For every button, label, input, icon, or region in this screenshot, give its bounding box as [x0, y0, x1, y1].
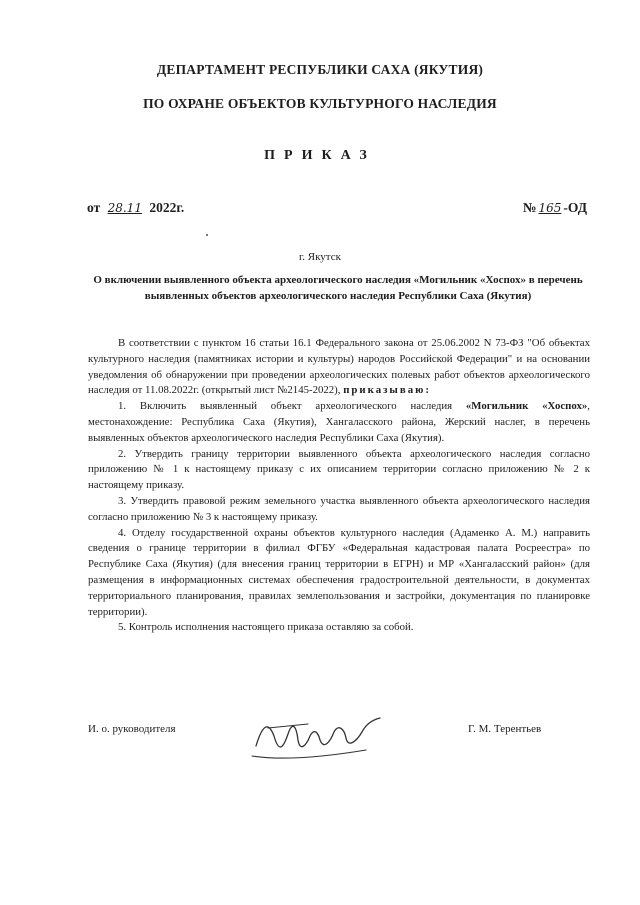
number-prefix: №	[522, 200, 537, 215]
date-number-row	[87, 200, 587, 220]
paragraph-3: 3. Утвердить правовой режим земельного участка выявленного объекта археологического наследия согласно приложению № 3 к настоящему приказу.	[88, 494, 590, 523]
date-prefix: от	[87, 200, 101, 215]
preamble-text: В соответствии с пунктом 16 статьи 16.1 Федерального закона от 25.06.2002 N 73-ФЗ "Об объектах культурного наследия (памятниках истории и культуры) народов Российской Федерации" и на основании уведомления об обнаружении при проведении археологических полевых работ объектов археологического наследия от 11.08.2022г. (открытый лист №2145-2022),	[88, 337, 590, 397]
order-body	[88, 336, 590, 636]
scan-speck	[206, 234, 208, 236]
item1-text: 1. Включить выявленный объект археологического наследия	[118, 400, 453, 413]
paragraph-preamble	[88, 336, 590, 399]
city: г. Якутск	[299, 251, 341, 263]
number-suffix: -ОД	[563, 200, 587, 215]
document-type: ПРИКАЗ	[264, 148, 376, 163]
date-year: 2022г.	[149, 200, 185, 215]
object-name: «Могильник «Хоспох»	[465, 400, 588, 413]
order-date	[87, 200, 184, 216]
department-name: ДЕПАРТАМЕНТ РЕСПУБЛИКИ САХА (ЯКУТИЯ)	[156, 62, 484, 77]
order-number	[523, 200, 587, 216]
date-handwritten: 28.11	[107, 201, 142, 215]
paragraph-1	[88, 399, 590, 446]
paragraph-2: 2. Утвердить границу территории выявленного объекта археологического наследия согласно приложению № 1 к настоящему приказу с их описанием территории согласно приложению № 2 к настоящему приказу.	[88, 447, 590, 492]
department-subtitle: ПО ОХРАНЕ ОБЪЕКТОВ КУЛЬТУРНОГО НАСЛЕДИЯ	[143, 96, 497, 111]
order-title: О включении выявленного объекта археологического наследия «Могильник «Хоспох» в перечень выявленных объектов археологического наследия Республики Саха (Якутия)	[93, 274, 583, 302]
handwritten-signature	[248, 706, 388, 766]
paragraph-4: 4. Отделу государственной охраны объектов культурного наследия (Адаменко А. М.) направить сведения о границе территории в филиал ФГБУ «Федеральная кадастровая палата Росреестра» по Республике Саха (Якутия) (для внесения границ территории в ЕГРН) и МР «Хангаласский район» (для размещения в информационных системах обеспечения градостроительной деятельности, в документах территориального планирования, правилах землепользования и застройки, документация по планировке территории).	[88, 526, 590, 618]
paragraph-5: 5. Контроль исполнения настоящего приказа оставляю за собой.	[118, 621, 414, 634]
item1-location: , местонахождение: Республика Саха (Якутия), Хангаласского района, Жерский наслег, в перечень выявленных объектов археологического наследия Республики Саха (Якутия).	[88, 400, 590, 444]
signatory-position: И. о. руководителя	[88, 723, 176, 735]
number-handwritten: 165	[538, 201, 562, 215]
signatory-name: Г. М. Терентьев	[468, 723, 542, 735]
order-verb: приказываю:	[343, 384, 431, 397]
